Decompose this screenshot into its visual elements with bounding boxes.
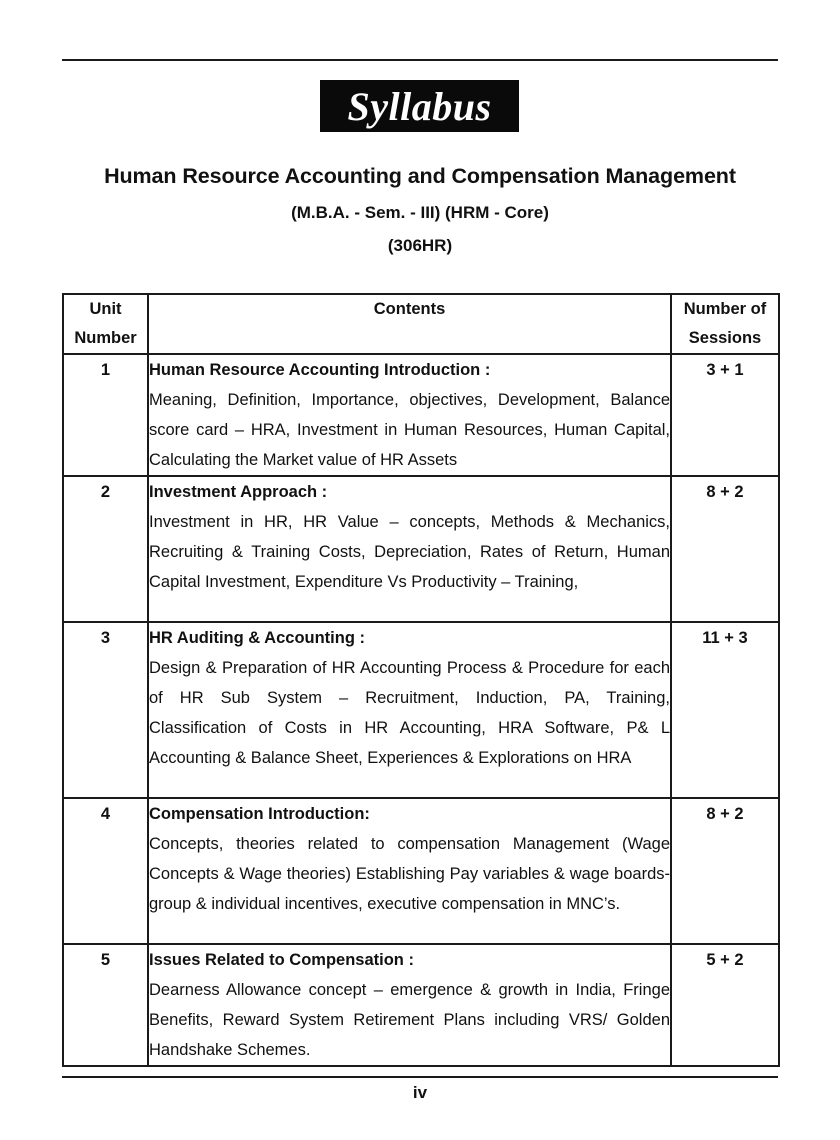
unit-number: 1	[63, 354, 148, 476]
unit-contents	[148, 944, 671, 1066]
unit-number: 5	[63, 944, 148, 1066]
session-count: 3 + 1	[671, 354, 779, 476]
bottom-rule	[62, 1076, 778, 1078]
header-sessions-line1: Number of	[683, 300, 767, 318]
session-count: 8 + 2	[671, 476, 779, 622]
header-unit-number	[63, 294, 148, 354]
table-row	[63, 476, 779, 622]
table-header-row	[63, 294, 779, 354]
course-code: (306HR)	[387, 236, 453, 255]
table-row	[63, 798, 779, 944]
unit-description: Dearness Allowance concept – emergence & growth in India, Fringe Benefits, Reward System Retirement Plans including VRS/ Golden Handshake Schemes.	[149, 981, 670, 1059]
table-row	[63, 944, 779, 1066]
header-unit-line1: Unit	[89, 300, 122, 318]
unit-contents	[148, 476, 671, 622]
header-sessions-line2: Sessions	[688, 329, 762, 347]
unit-number: 3	[63, 622, 148, 798]
session-count: 5 + 2	[671, 944, 779, 1066]
unit-number: 4	[63, 798, 148, 944]
unit-contents	[148, 798, 671, 944]
page-number: iv	[412, 1083, 428, 1102]
unit-description: Design & Preparation of HR Accounting Process & Procedure for each of HR Sub System – Recruitment, Induction, PA, Training, Classification of Costs in HR Accounting, HRA Software, P& L Accounting & Balance Sheet, Experiences & Explorations on HRA	[149, 659, 670, 767]
unit-description: Concepts, theories related to compensation Management (Wage Concepts & Wage theories) Establishing Pay variables & wage boards- group & individual incentives, executive compensation in MNC’s.	[149, 835, 670, 913]
program-line: (M.B.A. - Sem. - III) (HRM - Core)	[291, 203, 549, 222]
unit-topic: Issues Related to Compensation :	[149, 951, 414, 969]
unit-description: Meaning, Definition, Importance, objectives, Development, Balance score card – HRA, Investment in Human Resources, Human Capital, Calculating the Market value of HR Assets	[149, 391, 670, 469]
syllabus-table	[62, 293, 780, 1067]
session-count: 8 + 2	[671, 798, 779, 944]
course-title: Human Resource Accounting and Compensation Management	[104, 164, 736, 188]
unit-contents	[148, 354, 671, 476]
header-contents	[148, 294, 671, 354]
top-rule	[62, 59, 778, 61]
unit-description: Investment in HR, HR Value – concepts, Methods & Mechanics, Recruiting & Training Costs, Depreciation, Rates of Return, Human Capital Investment, Expenditure Vs Productivity – Training,	[149, 513, 670, 591]
table-row	[63, 622, 779, 798]
syllabus-badge-label: Syllabus	[347, 83, 492, 129]
unit-topic: Human Resource Accounting Introduction :	[149, 361, 491, 379]
syllabus-badge	[320, 80, 519, 132]
header-sessions	[671, 294, 779, 354]
unit-topic: Compensation Introduction:	[149, 805, 370, 823]
unit-topic: HR Auditing & Accounting :	[149, 629, 365, 647]
table-row	[63, 354, 779, 476]
session-count: 11 + 3	[671, 622, 779, 798]
header-contents-label: Contents	[373, 300, 446, 318]
header-unit-line2: Number	[74, 329, 137, 347]
unit-contents	[148, 622, 671, 798]
unit-topic: Investment Approach :	[149, 483, 328, 501]
unit-number: 2	[63, 476, 148, 622]
